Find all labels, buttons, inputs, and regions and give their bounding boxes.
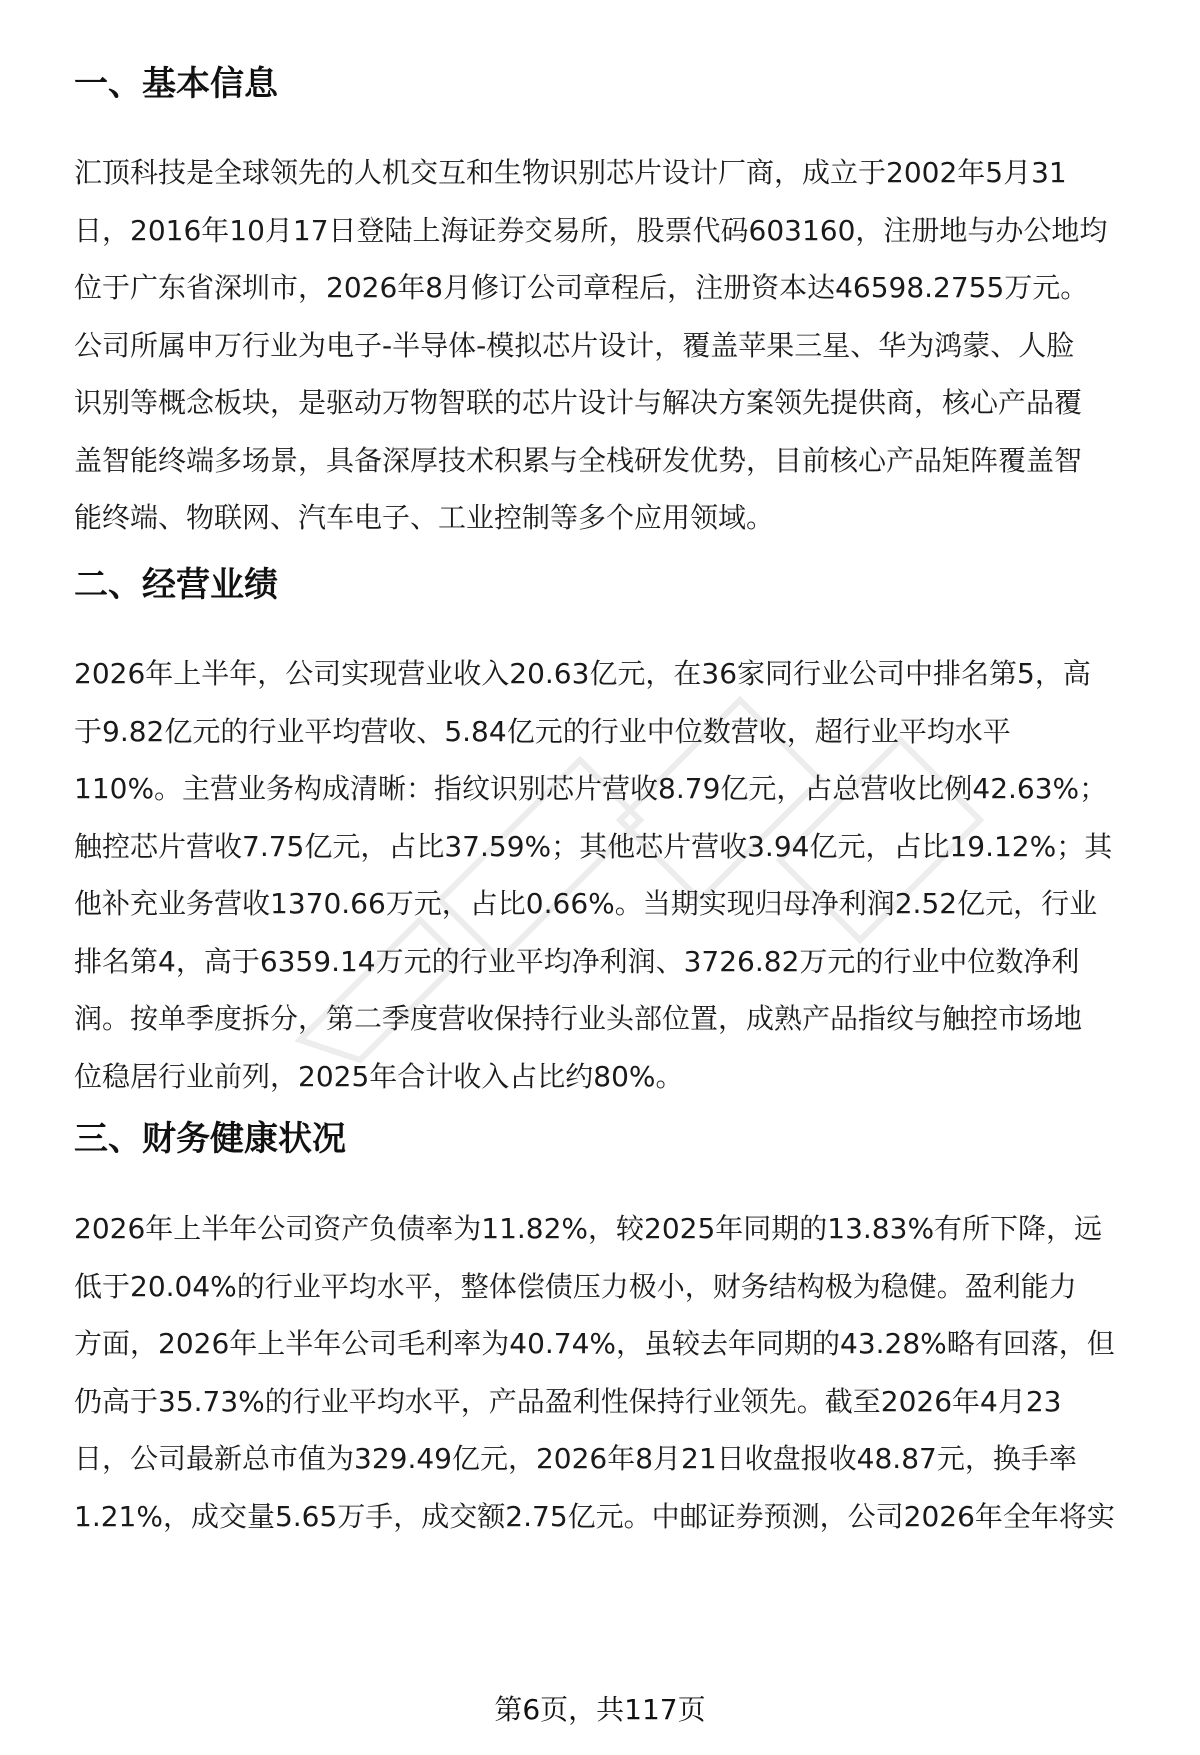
section-title-basic-info: 一、基本信息 [74, 64, 278, 104]
section-title-financial-health: 三、财务健康状况 [74, 1119, 346, 1159]
section-title-performance: 二、经营业绩 [74, 565, 278, 605]
text-line: 触控芯片营收7.75亿元，占比37.59%；其他芯片营收3.94亿元，占比19.12%；其 [74, 829, 1113, 863]
text-line: 2026年上半年公司资产负债率为11.82%，较2025年同期的13.83%有所下降，远 [74, 1212, 1103, 1245]
text-line: 日，公司最新总市值为329.49亿元，2026年8月21日收盘报收48.87元，换手率 [74, 1442, 1077, 1475]
text-line: 汇顶科技是全球领先的人机交互和生物识别芯片设计厂商，成立于2002年5月31 [74, 156, 1067, 189]
text-line: 仍高于35.73%的行业平均水平，产品盈利性保持行业领先。截至2026年4月23 [74, 1384, 1062, 1418]
text-line: 110%。主营业务构成清晰：指纹识别芯片营收8.79亿元，占总营收比例42.63%； [74, 772, 1108, 805]
section-body-performance [74, 645, 1154, 1105]
text-line: 方面，2026年上半年公司毛利率为40.74%，虽较去年同期的43.28%略有回落，但 [74, 1327, 1115, 1360]
text-line: 排名第4，高于6359.14万元的行业平均净利润、3726.82万元的行业中位数净利 [74, 944, 1080, 978]
text-line: 位于广东省深圳市，2026年8月修订公司章程后，注册资本达46598.2755万元。 [74, 271, 1089, 304]
text-line: 识别等概念板块，是驱动万物智联的芯片设计与解决方案领先提供商，核心产品覆 [74, 386, 1083, 419]
text-line: 他补充业务营收1370.66万元，占比0.66%。当期实现归母净利润2.52亿元，行业 [74, 887, 1098, 920]
section-body-basic-info [74, 144, 1154, 547]
text-line: 润。按单季度拆分，第二季度营收保持行业头部位置，成熟产品指纹与触控市场地 [74, 1002, 1083, 1035]
text-line: 位稳居行业前列，2025年合计收入占比约80%。 [74, 1059, 684, 1093]
text-line: 2026年上半年，公司实现营业收入20.63亿元，在36家同行业公司中排名第5，高 [74, 657, 1091, 690]
text-line: 公司所属申万行业为电子-半导体-模拟芯片设计，覆盖苹果三星、华为鸿蒙、人脸 [74, 328, 1075, 362]
text-line: 低于20.04%的行业平均水平，整体偿债压力极小，财务结构极为稳健。盈利能力 [74, 1269, 1077, 1303]
text-line: 能终端、物联网、汽车电子、工业控制等多个应用领域。 [74, 501, 775, 534]
page-number: 第6页，共117页 [494, 1693, 706, 1726]
section-body-financial-health [74, 1200, 1154, 1545]
text-line: 盖智能终端多场景，具备深厚技术积累与全栈研发优势，目前核心产品矩阵覆盖智 [74, 443, 1083, 477]
text-line: 于9.82亿元的行业平均营收、5.84亿元的行业中位数营收，超行业平均水平 [74, 714, 1011, 748]
text-line: 1.21%，成交量5.65万手，成交额2.75亿元。中邮证券预测，公司2026年全年将实 [74, 1499, 1115, 1533]
text-line: 日，2016年10月17日登陆上海证券交易所，股票代码603160，注册地与办公地均 [74, 213, 1108, 247]
